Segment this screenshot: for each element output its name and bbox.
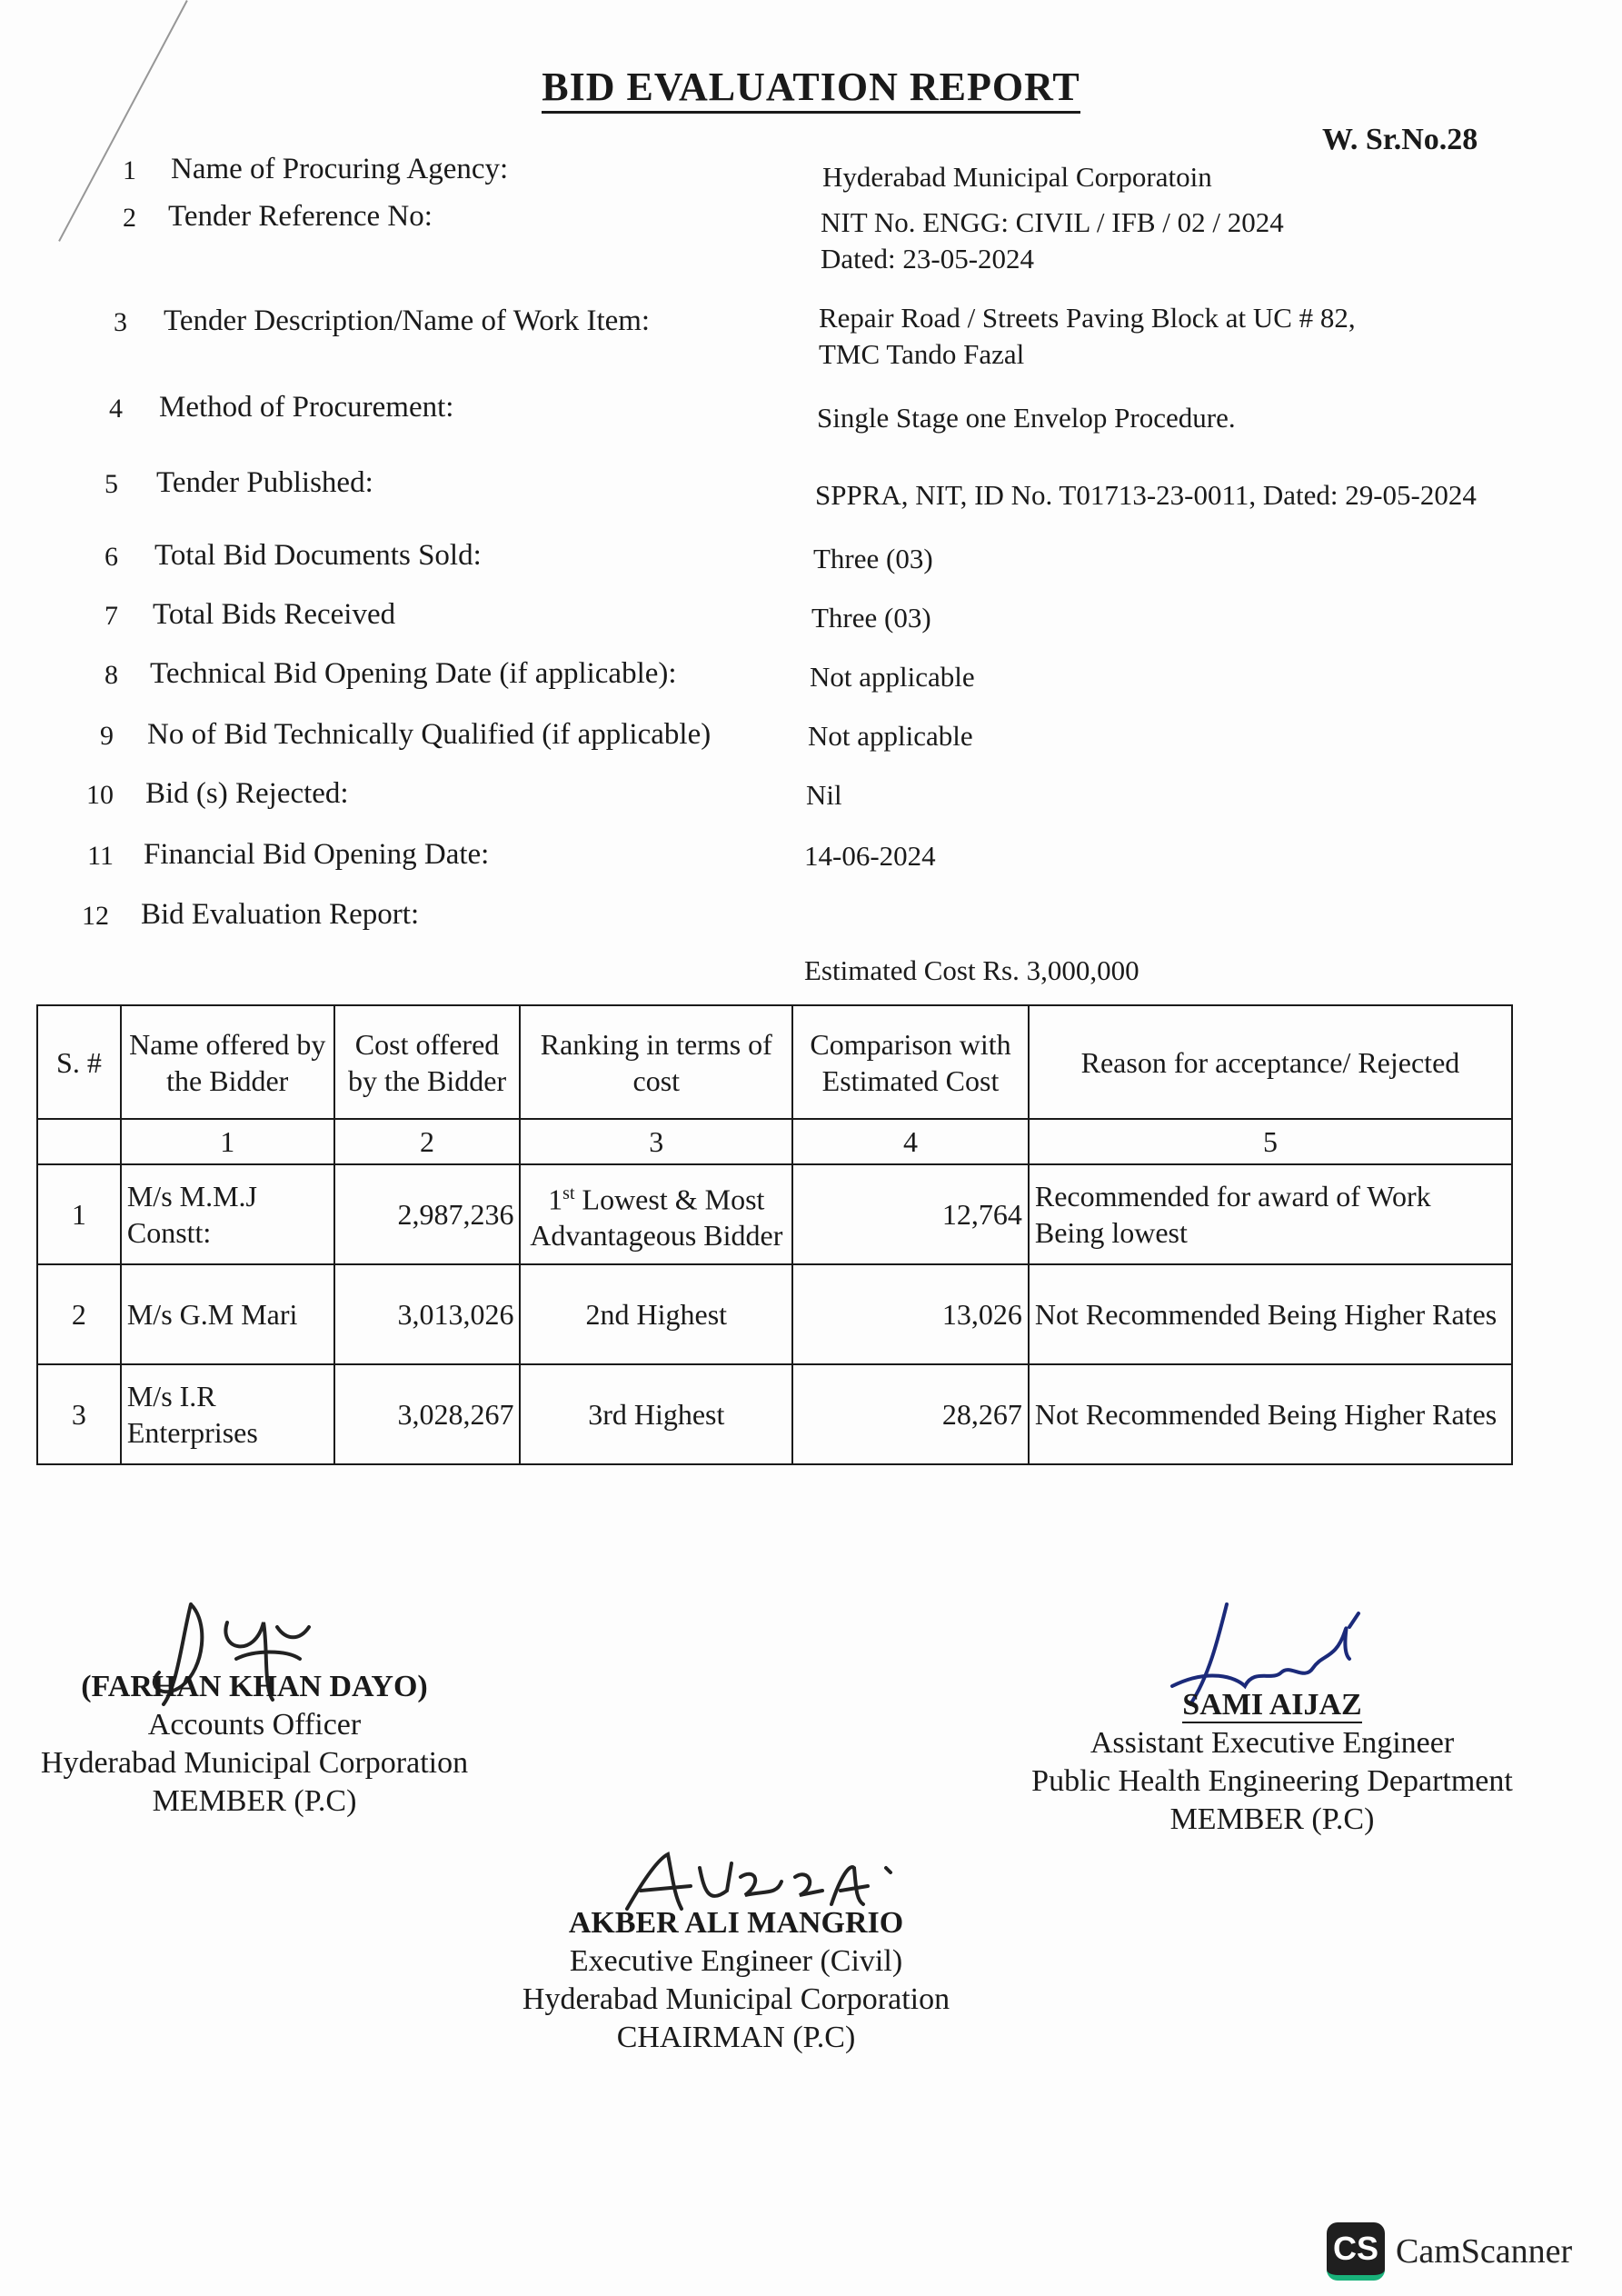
report-title: BID EVALUATION REPORT xyxy=(0,64,1622,110)
item-number: 4 xyxy=(109,394,123,424)
right-signatory-role: MEMBER (P.C) xyxy=(1169,1802,1375,1836)
item-value xyxy=(821,205,1284,277)
item-value-line: Repair Road / Streets Paving Block at UC # 82, xyxy=(819,302,1356,334)
item-value xyxy=(819,300,1356,373)
camscanner-logo: CS xyxy=(1327,2222,1385,2281)
estimated-cost: Estimated Cost Rs. 3,000,000 xyxy=(804,954,1139,986)
right-signatory xyxy=(1018,1686,1527,1839)
row-bidder-name: M/s G.M Mari xyxy=(121,1264,334,1364)
row-comparison: 12,764 xyxy=(792,1164,1029,1264)
item-value xyxy=(815,477,1477,514)
row-sn: 2 xyxy=(37,1264,121,1364)
item-label: Name of Procuring Agency: xyxy=(171,153,509,185)
left-signatory xyxy=(18,1668,491,1821)
item-value-line: NIT No. ENGG: CIVIL / IFB / 02 / 2024 xyxy=(821,206,1284,238)
right-signatory-name: SAMI AIJAZ xyxy=(1182,1688,1362,1722)
item-number: 6 xyxy=(104,542,118,572)
item-value xyxy=(804,838,936,874)
table-header-row xyxy=(37,1005,1512,1119)
item-value-line: 14-06-2024 xyxy=(804,840,936,872)
center-signatory-name: AKBER ALI MANGRIO xyxy=(568,1906,904,1940)
table-index-row xyxy=(37,1119,1512,1164)
item-number: 9 xyxy=(100,721,114,751)
index-cell: 3 xyxy=(520,1119,792,1164)
item-value xyxy=(806,777,842,814)
item-value-line: Not applicable xyxy=(808,720,973,752)
item-number: 2 xyxy=(123,203,136,233)
camscanner-watermark xyxy=(1327,2222,1572,2281)
row-comparison: 13,026 xyxy=(792,1264,1029,1364)
item-number: 1 xyxy=(123,155,136,185)
row-cost: 2,987,236 xyxy=(334,1164,521,1264)
item-number: 8 xyxy=(104,660,118,690)
table-row xyxy=(37,1164,1512,1264)
index-cell: 4 xyxy=(792,1119,1029,1164)
rank-text: 3rd Highest xyxy=(588,1398,725,1431)
serial-number: W. Sr.No.28 xyxy=(1322,123,1478,156)
item-value-line: Single Stage one Envelop Procedure. xyxy=(817,402,1236,434)
camscanner-name: CamScanner xyxy=(1396,2232,1573,2271)
center-signatory-designation: Executive Engineer (Civil) xyxy=(569,1944,903,1978)
item-label: Method of Procurement: xyxy=(159,391,454,424)
item-value xyxy=(813,541,933,577)
item-number: 11 xyxy=(87,841,114,871)
left-signatory-org: Hyderabad Municipal Corporation xyxy=(40,1746,469,1780)
rank-text: Lowest & Most Advantageous Bidder xyxy=(530,1183,783,1253)
item-value xyxy=(810,659,975,695)
index-cell: 2 xyxy=(334,1119,521,1164)
item-label: Tender Description/Name of Work Item: xyxy=(164,304,651,337)
row-ranking xyxy=(520,1264,792,1364)
index-cell: 1 xyxy=(121,1119,334,1164)
row-bidder-name: M/s M.M.J Constt: xyxy=(121,1164,334,1264)
table-row xyxy=(37,1364,1512,1464)
item-value-line: SPPRA, NIT, ID No. T01713-23-0011, Dated: 29-05-2024 xyxy=(815,479,1477,511)
item-value-line: Three (03) xyxy=(811,602,931,634)
item-label: Total Bids Received xyxy=(153,598,396,631)
item-number: 10 xyxy=(86,780,114,810)
center-signatory-role: CHAIRMAN (P.C) xyxy=(616,2021,856,2054)
row-ranking xyxy=(520,1164,792,1264)
item-label: No of Bid Technically Qualified (if applicable) xyxy=(147,718,711,751)
row-reason: Not Recommended Being Higher Rates xyxy=(1029,1364,1512,1464)
rank-number: 1 xyxy=(548,1183,563,1216)
left-signatory-role: MEMBER (P.C) xyxy=(152,1784,357,1818)
item-label: Total Bid Documents Sold: xyxy=(154,539,482,572)
center-signatory xyxy=(491,1904,981,2057)
rank-text: 2nd Highest xyxy=(585,1298,728,1331)
index-cell xyxy=(37,1119,121,1164)
item-value-line: Hyderabad Municipal Corporatoin xyxy=(822,161,1212,193)
item-value-line: Dated: 23-05-2024 xyxy=(821,243,1035,275)
header-sn: S. # xyxy=(37,1005,121,1119)
item-value xyxy=(808,718,973,754)
rank-suffix: st xyxy=(562,1183,575,1203)
table-row xyxy=(37,1264,1512,1364)
header-reason: Reason for acceptance/ Rejected xyxy=(1029,1005,1512,1119)
header-cost: Cost offered by the Bidder xyxy=(334,1005,521,1119)
right-signatory-designation: Assistant Executive Engineer xyxy=(1090,1726,1455,1760)
item-label: Bid Evaluation Report: xyxy=(141,898,420,931)
item-label: Tender Reference No: xyxy=(168,200,433,233)
item-value-line: Nil xyxy=(806,779,842,811)
item-value-line: Three (03) xyxy=(813,543,933,574)
item-value-line: TMC Tando Fazal xyxy=(819,338,1025,370)
item-number: 12 xyxy=(82,901,109,931)
item-label: Technical Bid Opening Date (if applicable): xyxy=(150,657,677,690)
item-label: Tender Published: xyxy=(156,466,373,499)
left-signatory-designation: Accounts Officer xyxy=(147,1708,362,1742)
row-reason: Recommended for award of Work Being lowest xyxy=(1029,1164,1512,1264)
item-value xyxy=(822,159,1212,195)
row-ranking xyxy=(520,1364,792,1464)
header-ranking: Ranking in terms of cost xyxy=(520,1005,792,1119)
item-label: Bid (s) Rejected: xyxy=(145,777,349,810)
header-comparison: Comparison with Estimated Cost xyxy=(792,1005,1029,1119)
center-signatory-org: Hyderabad Municipal Corporation xyxy=(522,1982,950,2016)
bid-table xyxy=(36,1004,1513,1465)
item-value-line: Not applicable xyxy=(810,661,975,693)
row-bidder-name: M/s I.R Enterprises xyxy=(121,1364,334,1464)
row-cost: 3,013,026 xyxy=(334,1264,521,1364)
row-reason: Not Recommended Being Higher Rates xyxy=(1029,1264,1512,1364)
item-value xyxy=(817,400,1236,436)
row-cost: 3,028,267 xyxy=(334,1364,521,1464)
row-comparison: 28,267 xyxy=(792,1364,1029,1464)
row-sn: 1 xyxy=(37,1164,121,1264)
item-number: 3 xyxy=(114,307,127,337)
item-value xyxy=(811,600,931,636)
item-label: Financial Bid Opening Date: xyxy=(144,838,490,871)
header-name: Name offered by the Bidder xyxy=(121,1005,334,1119)
item-number: 5 xyxy=(104,469,118,499)
index-cell: 5 xyxy=(1029,1119,1512,1164)
row-sn: 3 xyxy=(37,1364,121,1464)
left-signatory-name: (FARHAN KHAN DAYO) xyxy=(81,1670,428,1703)
item-number: 7 xyxy=(104,601,118,631)
right-signatory-org: Public Health Engineering Department xyxy=(1031,1764,1513,1798)
